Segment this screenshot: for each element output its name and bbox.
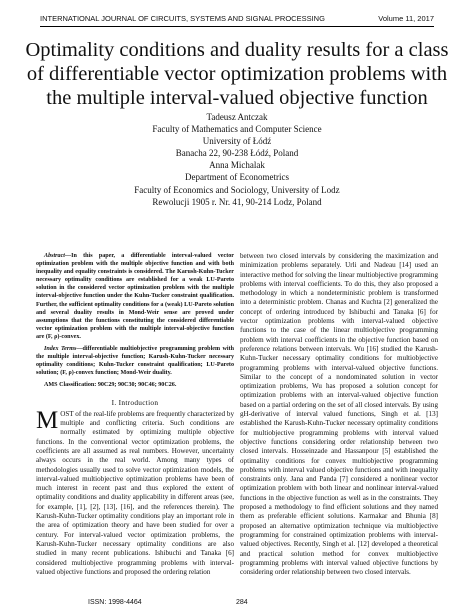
author-line: Anna Michalak [209,160,265,171]
author-line: Banacha 22, 90-238 Łódź, Poland [175,148,299,159]
running-footer [40,598,434,608]
abstract-label: Abstract [44,253,65,259]
ams-classification: AMS Classification: 90C29; 90C30; 90C46; 90C26. [44,382,177,389]
page-number: 284 [236,599,248,606]
abstract-text: —In this paper, a differentiable interval-valued vector optimization problem with the multiple objective function and with both inequality and equality constraints is considered. The Karush-Kuhn-Tucker necessary optimality conditions are established for a weak LU-Pareto solution in the considered vector optimization problem with the multiple interval-objective function under the Kuhn-Tucker constraint qualification. Further, the sufficient optimality conditions for a (weak) LU-Pareto solution and several duality results in Mond-Weir sense are proved under assumptions that the functions constituting the considered differentiable vector optimization problem with the multiple interval-objective function are (F, ρ)-convex. [36,253,234,340]
author-block [30,111,444,208]
right-column [240,252,438,577]
volume-label: Volume 11, 2017 [378,14,434,23]
issn-label: ISSN: 1998-4464 [88,599,142,606]
index-terms [36,345,234,377]
author-line: Department of Econometrics [185,172,289,183]
index-terms-label: Index Terms [44,346,77,353]
author-line: Faculty of Economics and Sociology, University of Lodz [134,184,340,195]
intro-paragraph [36,406,234,577]
author-line: Rewolucji 1905 r. Nr. 41, 90-214 Lodz, Poland [152,196,322,207]
abstract [36,252,234,341]
intro-text: OST of the real-life problems are frequently characterized by multiple and conflicting criteria. Such conditions are normally estimated by optimizing multiple objective functions. In the conventional vector optimization problems, the coefficients are all assumed as real numbers. However, uncertainty always occurs in the real world. Among many types of methodologies usually used to solve vector optimization models, the interval-valued multiobjective optimization problems have been of much interest in recent past and thus explored the extent of optimality conditions and duality applicability in different areas (see, for example, [1], [2], [13], [16], and the references therein). The Karush-Kuhn-Tucker optimality conditions play an important role in the area of optimization theory and have been studied for over a century. For interval-valued vector optimization problems, the Karush-Kuhn-Tucker necessary optimality conditions are also studied in many recent publications. Ishibuchi and Tanaka [6] considered multiobjective programming problems with interval-valued objective functions and proposed the ordering relation [36,409,234,576]
author-line: University of Łódź [202,136,272,147]
author-line: Tadeusz Antczak [206,112,268,122]
drop-cap: M [36,406,59,434]
section-heading: I. Introduction [111,397,159,407]
journal-name: INTERNATIONAL JOURNAL OF CIRCUITS, SYSTEMS AND SIGNAL PROCESSING [40,14,325,23]
body-paragraph: between two closed intervals by considering the maximization and minimization problems separately. Urli and Nadeau [14] used an interactive method for solving the linear multiobjective programming problems with interval coefficients. To do this, they also proposed a methodology in which a nondeterministic problem is transformed into a deterministic problem. Chanas and Kuchta [2] generalized the concept of ordering introduced by Ishibuchi and Tanaka [6] for vector optimization problems with interval-valued objective functions to the case of the linear multiobjective programming problem with interval coefficients in the objective function based on preference relations between intervals. Wu [16] studied the Karush-Kuhn-Tucker necessary optimality conditions for multiobjective programming problems with interval-valued objective functions. Similar to the concept of a nondominated solution in vector optimization problems, Wu has proposed a solution concept for optimization problems with an interval-valued objective function based on a partial ordering on the set of all closed intervals. By using gH-derivative of interval valued functions, Singh et al. [13] established the Karush-Kuhn-Tucker necessary optimality conditions for multiobjective programming problems with interval valued objective functions considering order relationship between two closed intervals. Hosseinzade and Hassanpour [5] established the optimality conditions for convex multiobjective programming problems with interval valued objective functions and with inequality constraints only. Jana and Panda [7] considered a nonlinear vector optimization problem with both linear and nonlinear interval-valued functions in the objective function as well as in the constraints. They proposed a methodology to find efficient solutions and they named them as preferable efficient solutions. Karmakar and Bhunia [8] proposed an alternative optimization technique via multiobjective programming for constrained optimization problems with interval-valued objectives. Recently, Singh et al. [12] developed a theoretical and practical solution method for convex multiobjective programming problems with interval valued objective functions by considering order relationship between two closed intervals. [240,252,438,577]
paper-title: Optimality conditions and duality results for a class of differentiable vector optimization problems with the multiple interval-valued objective function [25,39,449,109]
author-line: Faculty of Mathematics and Computer Science [152,124,322,135]
left-column [36,252,234,577]
running-header [40,12,434,27]
index-terms-text: —differentiable multiobjective programming problem with the multiple interval-objective function; Karush-Kuhn-Tucker necessary optimality conditions; Kuhn-Tucker constraint qualification; LU-Pareto solution; (F, ρ)-convex function; Mond-Weir duality. [36,346,234,377]
